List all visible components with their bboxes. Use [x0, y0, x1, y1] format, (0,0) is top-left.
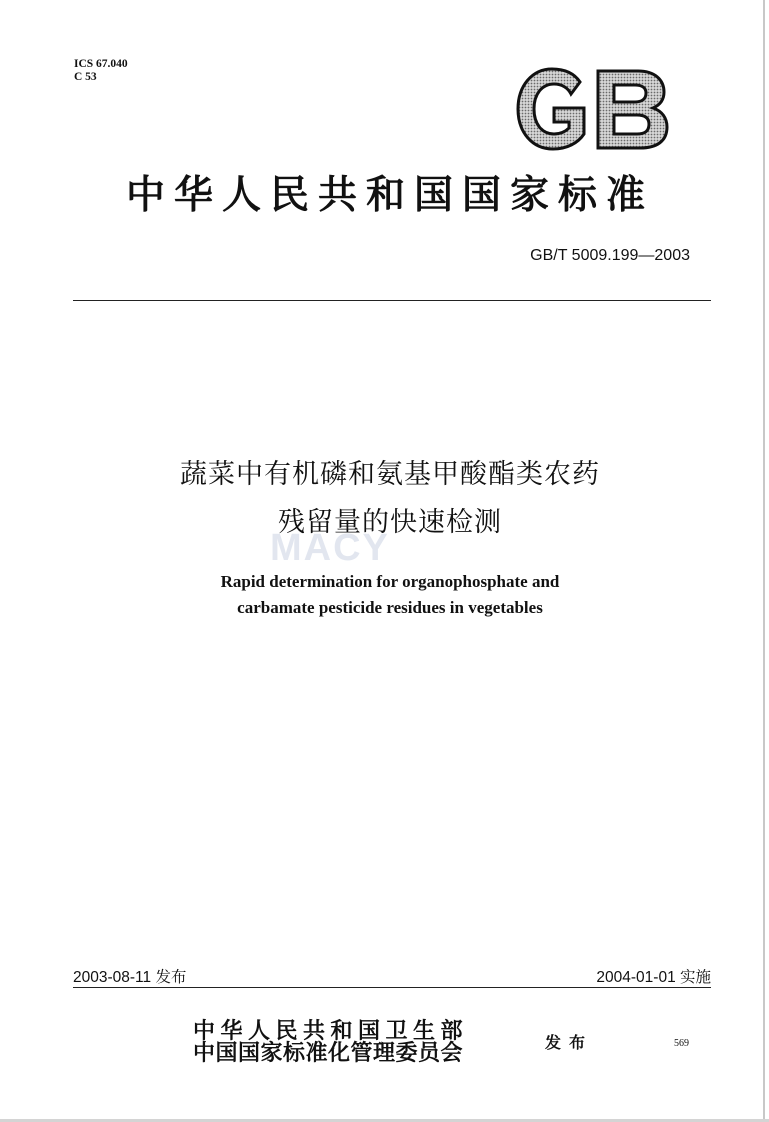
ccs-code: C 53: [74, 71, 97, 83]
national-standard-banner: 中华人民共和国国家标准: [125, 172, 654, 218]
scan-edge-right: [763, 0, 765, 1122]
issue-date: 2003-08-11 发布: [73, 969, 187, 986]
footer-divider: [73, 987, 711, 988]
implementation-date: 2004-01-01 实施: [596, 969, 711, 986]
issuer-standardization-administration: 中国国家标准化管理委员会: [193, 1040, 464, 1066]
watermark-logo-text: MACY: [270, 527, 390, 569]
page-number: 569: [674, 1038, 689, 1049]
issuer-ministry-of-health: 中华人民共和国卫生部: [193, 1018, 469, 1044]
title-cn-line2: 残留量的快速检测: [278, 507, 502, 538]
gb-logo: [512, 64, 670, 154]
header-divider: [73, 300, 711, 301]
watermark: [270, 525, 510, 605]
title-en-line1: Rapid determination for organophosphate and: [220, 572, 560, 591]
classification-codes: [74, 58, 128, 84]
title-cn-line1: 蔬菜中有机磷和氨基甲酸酯类农药: [180, 459, 600, 490]
ics-code: ICS 67.040: [74, 58, 128, 70]
standard-number: GB/T 5009.199—2003: [530, 247, 690, 264]
title-en-line2: carbamate pesticide residues in vegetables: [237, 598, 543, 617]
publish-label: 发布: [545, 1033, 594, 1052]
